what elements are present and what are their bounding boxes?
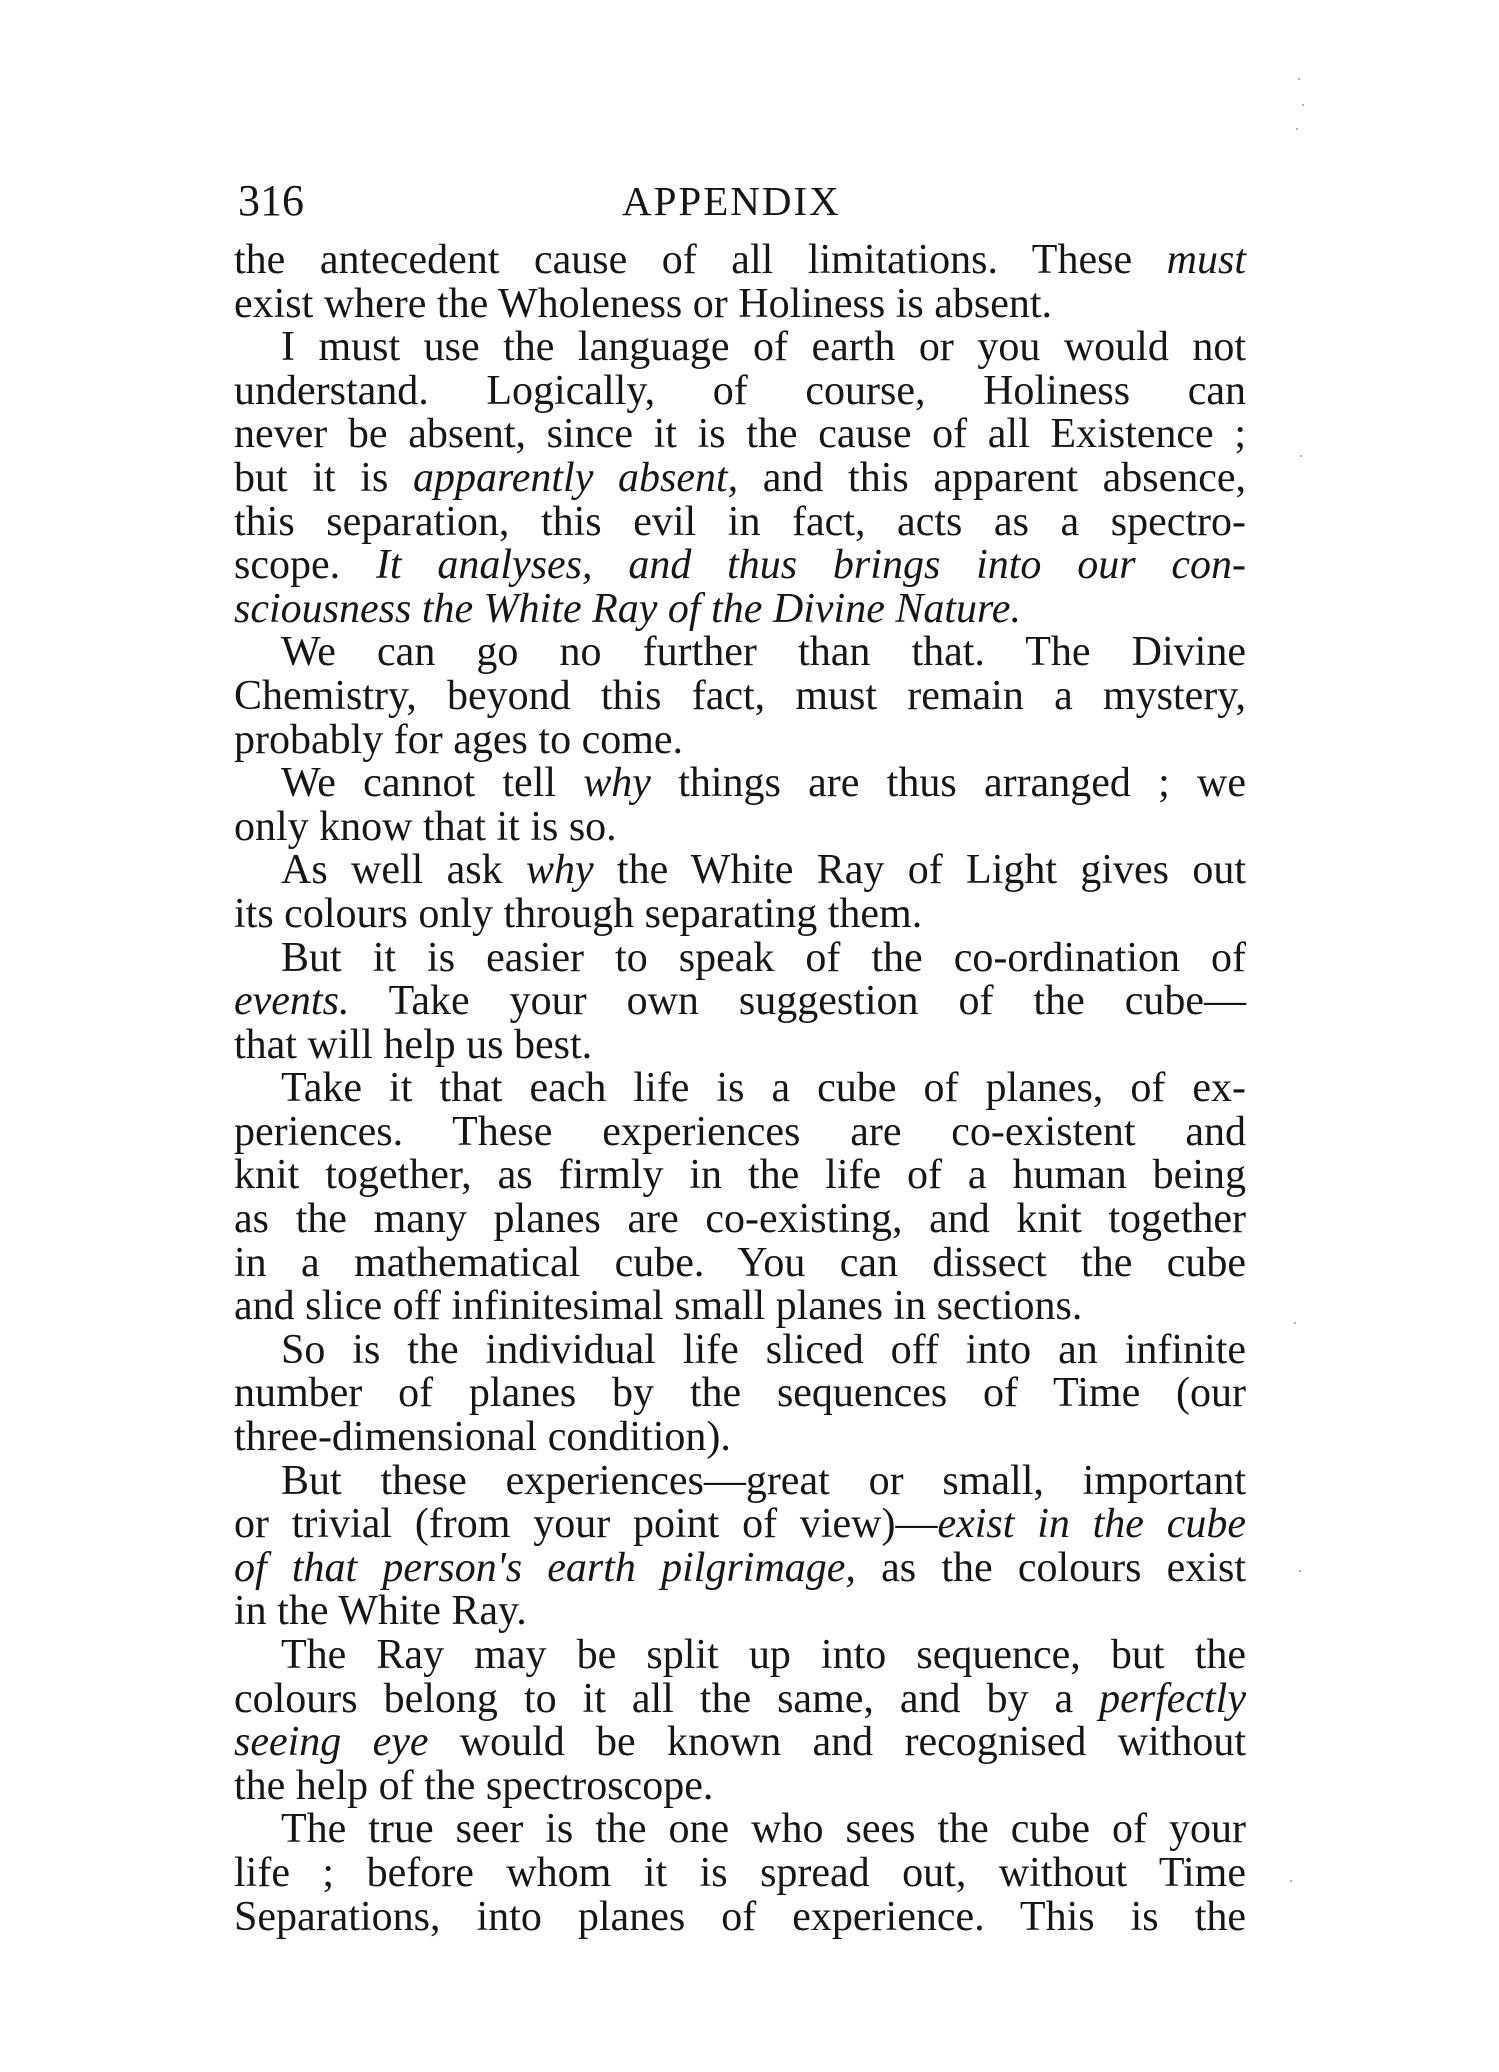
- text-line: The Ray may be split up into sequence, but the: [281, 1632, 1246, 1678]
- text-line: this separation, this evil in fact, acts as a spectro-: [234, 498, 1246, 545]
- scan-speck: [1290, 1880, 1292, 1882]
- text-line: that will help us best.: [234, 1021, 593, 1068]
- body-text: [234, 239, 1246, 1939]
- text-line: knit together, as firmly in the life of a human being: [234, 1152, 1246, 1199]
- text-line: its colours only through separating them.: [234, 890, 923, 937]
- text-line: We cannot tell why things are thus arranged ; we: [281, 760, 1246, 807]
- text-line: seeing eye would be known and recognised without: [234, 1719, 1246, 1766]
- text-line: periences. These experiences are co-existent and: [234, 1108, 1246, 1155]
- text-line: in a mathematical cube. You can dissect the cube: [234, 1239, 1246, 1286]
- text-line: Take it that each life is a cube of planes, of ex-: [281, 1065, 1246, 1112]
- text-line: but it is apparently absent, and this apparent absence,: [234, 454, 1246, 501]
- running-head: APPENDIX: [622, 178, 841, 224]
- text-line: probably for ages to come.: [234, 716, 684, 763]
- page-header: [238, 172, 1244, 230]
- text-line: three-dimensional condition).: [234, 1414, 731, 1461]
- text-line: never be absent, since it is the cause of all Existence ;: [234, 411, 1246, 458]
- text-line: Chemistry, beyond this fact, must remain a mystery,: [234, 672, 1246, 719]
- scan-speck: [1296, 128, 1298, 130]
- text-line: number of planes by the sequences of Time (our: [234, 1370, 1246, 1417]
- text-line: in the White Ray.: [234, 1588, 527, 1635]
- text-line: life ; before whom it is spread out, without Time: [234, 1849, 1246, 1896]
- text-line: of that person's earth pilgrimage, as the colours exist: [234, 1544, 1246, 1591]
- text-line: Separations, into planes of experience. This is the: [234, 1893, 1246, 1940]
- text-line: So is the individual life sliced off into an infinite: [281, 1326, 1246, 1373]
- text-line: sciousness the White Ray of the Divine Nature.: [234, 585, 1021, 632]
- text-line: As well ask why the White Ray of Light gives out: [281, 847, 1246, 894]
- text-line: scope. It analyses, and thus brings into our con-: [234, 542, 1246, 589]
- scan-speck: [1294, 1322, 1296, 1324]
- text-line: exist where the Wholeness or Holiness is absent.: [234, 280, 1053, 327]
- scan-speck: [1302, 104, 1304, 106]
- text-line: the help of the spectroscope.: [234, 1762, 714, 1809]
- text-line: events. Take your own suggestion of the cube—: [234, 978, 1246, 1025]
- text-line: But it is easier to speak of the co-ordination of: [281, 934, 1246, 981]
- page-number: 316: [238, 176, 304, 225]
- text-line: We can go no further than that. The Divine: [281, 629, 1246, 676]
- scan-speck: [1300, 455, 1302, 457]
- text-line: But these experiences—great or small, important: [281, 1457, 1246, 1504]
- text-line: and slice off infinitesimal small planes in sections.: [234, 1283, 1083, 1330]
- text-line: or trivial (from your point of view)—exist in the cube: [234, 1501, 1246, 1548]
- scan-speck: [1299, 1570, 1301, 1572]
- text-line: understand. Logically, of course, Holiness can: [234, 367, 1246, 414]
- text-line: I must use the language of earth or you would not: [281, 324, 1246, 371]
- scan-speck: [1298, 78, 1300, 80]
- text-line: only know that it is so.: [234, 803, 617, 850]
- text-line: the antecedent cause of all limitations. These must: [234, 237, 1246, 283]
- text-line: colours belong to it all the same, and by a perfectly: [234, 1675, 1246, 1722]
- text-line: The true seer is the one who sees the cube of your: [281, 1806, 1246, 1853]
- text-line: as the many planes are co-existing, and knit together: [234, 1196, 1246, 1243]
